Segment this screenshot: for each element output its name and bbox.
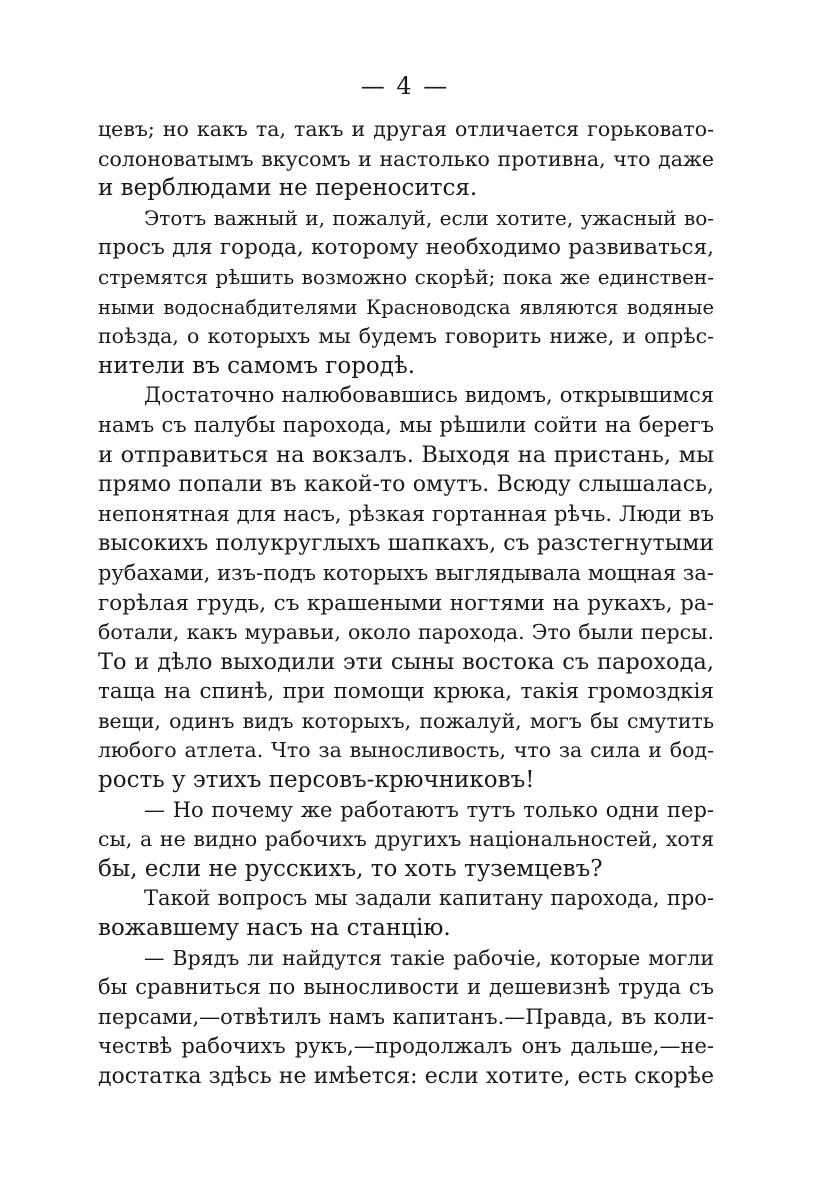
text-line: стремятся рѣшить возможно скорѣй; пока же единствен-	[98, 264, 714, 289]
text-line: рость у этихъ персовъ-крючниковъ!	[98, 767, 535, 794]
text-line: прямо попали въ какой-то омутъ. Всюду слышалась,	[98, 472, 714, 498]
paragraph	[98, 944, 714, 1092]
text-line: бы, если не русскихъ, то хоть туземцевъ?	[98, 855, 603, 882]
paragraph	[98, 115, 714, 204]
text-line: таща на спинѣ, при помощи крюка, такія громоздкія	[98, 679, 714, 705]
text-line: — Врядъ ли найдутся такіе рабочіе, которые могли	[144, 945, 714, 970]
text-line: солоноватымъ вкусомъ и настолько противна, что даже	[98, 146, 714, 171]
body-text	[98, 115, 714, 1092]
text-line: достатка здѣсь не имѣется: если хотите, есть скорѣе	[98, 1064, 714, 1089]
text-line: — Но почему же работаютъ тутъ только одни пер-	[144, 797, 714, 822]
text-line: просъ для города, которому необходимо развиваться,	[98, 235, 714, 261]
text-line: непонятная для насъ, рѣзкая гортанная рѣчь. Люди въ	[98, 501, 714, 526]
page-number: — 4 —	[360, 72, 450, 100]
text-line: и верблюдами не переносится.	[98, 175, 478, 202]
text-line: Достаточно налюбовавшись видомъ, открывшимся	[144, 383, 714, 408]
text-line: горѣлая грудь, съ крашеными ногтями на рукахъ, ра-	[98, 590, 714, 616]
text-line: ботали, какъ муравьи, около парохода. Это были персы.	[98, 620, 714, 645]
text-line: бы сравниться по выносливости и дешевизнѣ труда съ	[98, 975, 714, 1000]
text-line: поѣзда, о которыхъ мы будемъ говорить ниже, и опрѣс-	[98, 324, 714, 349]
text-line: То и дѣло выходили эти сыны востока съ парохода,	[98, 648, 714, 675]
text-line: и отправиться на вокзалъ. Выходя на пристань, мы	[98, 441, 714, 468]
text-line: ными водоснабдителями Красноводска являются водяные	[98, 295, 714, 319]
text-line: вещи, одинъ видъ которыхъ, пожалуй, могъ бы смутить	[98, 708, 714, 733]
text-line: сы, а не видно рабочихъ другихъ національностей, хотя	[98, 827, 714, 852]
text-line: Этотъ важный и, пожалуй, если хотите, ужасный во-	[144, 205, 714, 230]
text-line: рубахами, изъ-подъ которыхъ выглядывала мощная за-	[98, 560, 714, 585]
paragraph	[98, 796, 714, 885]
text-line: вожавшему насъ на станцію.	[98, 915, 451, 942]
text-line: чествѣ рабочихъ рукъ,—продолжалъ онъ дальше,—не-	[98, 1034, 714, 1059]
paragraph	[98, 204, 714, 382]
text-line: Такой вопросъ мы задали капитану парохода, про-	[144, 886, 714, 911]
text-line: цевъ; но какъ та, такъ и другая отличается горьковато-	[98, 117, 714, 141]
text-line: персами,—отвѣтилъ намъ капитанъ.—Правда, въ коли-	[98, 1004, 714, 1029]
paragraph	[98, 884, 714, 943]
text-line: намъ съ палубы парохода, мы рѣшили сойти на берегъ	[98, 412, 714, 437]
paragraph	[98, 381, 714, 795]
text-line: нители въ самомъ городѣ.	[98, 352, 416, 379]
text-line: высокихъ полукруглыхъ шапкахъ, съ разстегнутыми	[98, 531, 714, 557]
text-line: любого атлета. Что за выносливость, что за сила и бод-	[98, 738, 714, 763]
